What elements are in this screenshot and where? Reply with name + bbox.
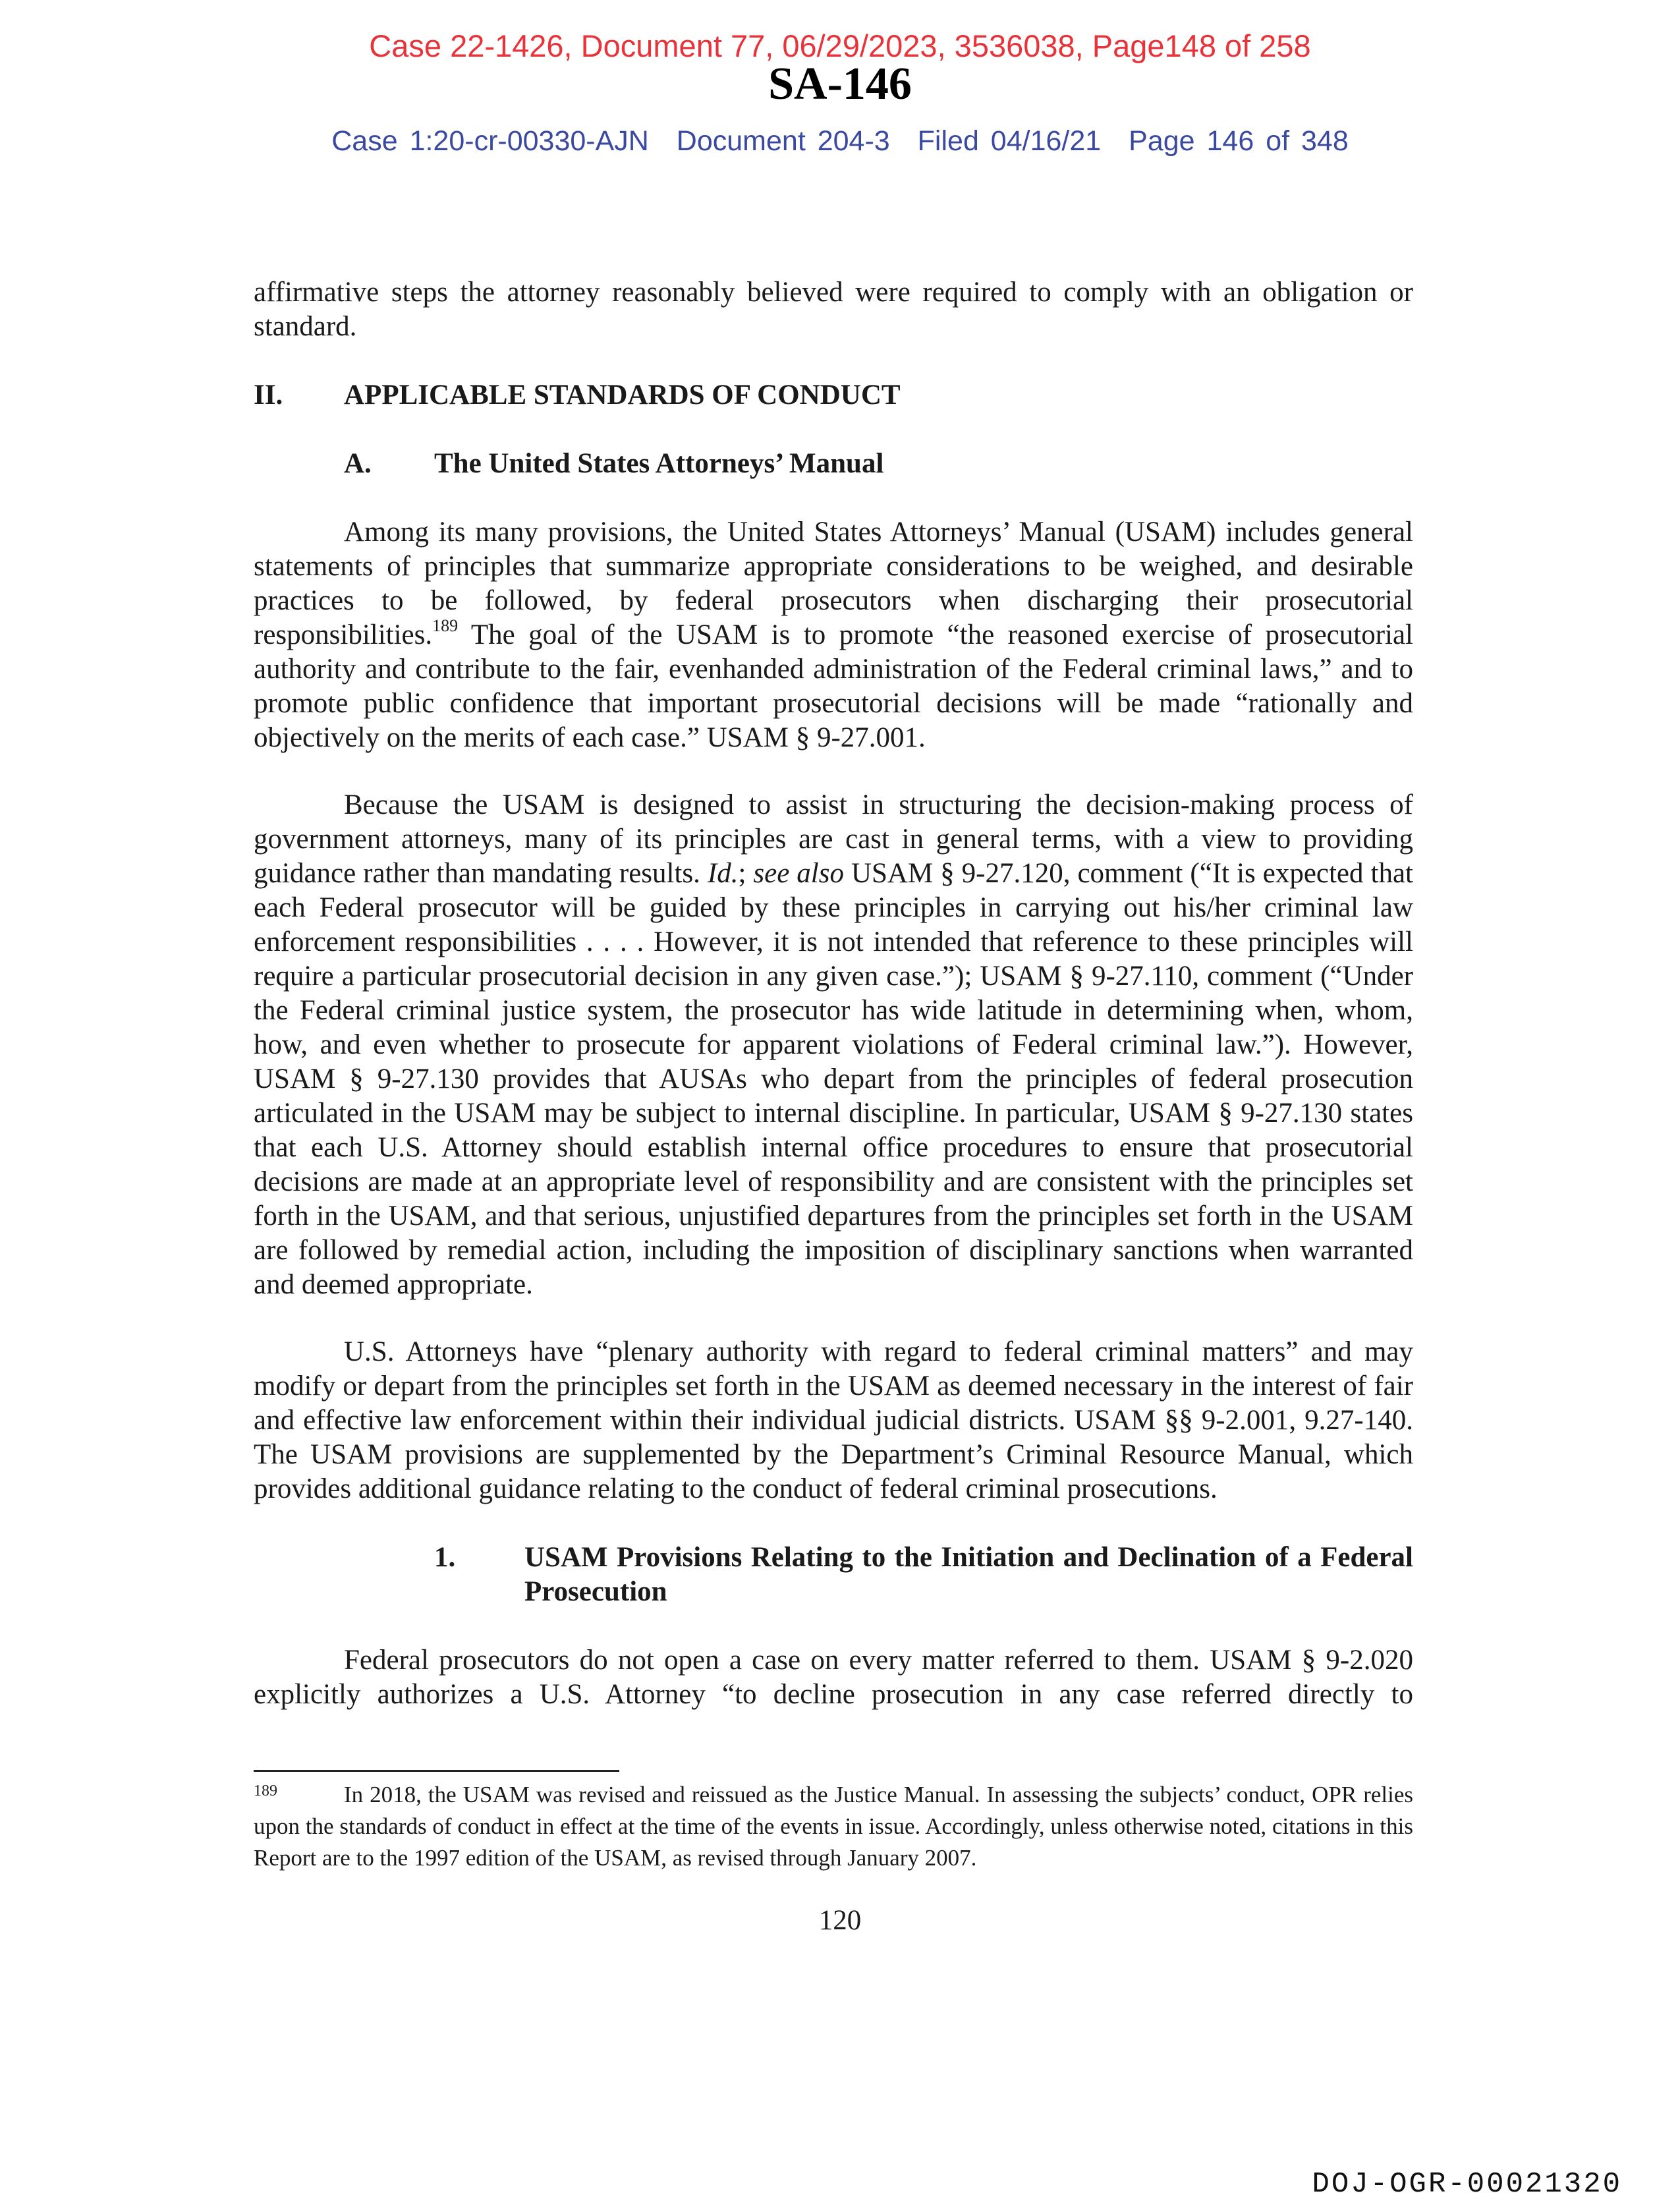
footnote-reference-189[interactable]: 189 — [432, 615, 459, 635]
district-case-number: Case 1:20-cr-00330-AJN — [331, 125, 649, 157]
subsubsection-number: 1. — [434, 1542, 456, 1573]
citation-see-also: see also — [753, 858, 844, 889]
paragraph-declination: Federal prosecutors do not open a case on every matter referred to them. USAM § 9-2.020 explicitly authorizes a U.S. Attorney “to decline prosecution in any case referred directly to — [254, 1645, 1413, 1710]
footnote-separator — [254, 1770, 619, 1772]
subsection-heading — [254, 447, 1413, 481]
paragraph-text: Among its many provisions, the United States Attorneys’ Manual (USAM) includes general statements of principles that summarize appropriate considerations to be weighed, and desirable practices to be followed, by federal prosecutors when discharging their prosecutorial responsibilities. — [254, 517, 1413, 650]
subsubsection-heading — [254, 1541, 1413, 1609]
footnote-text: In 2018, the USAM was revised and reissued as the Justice Manual. In assessing the subjects’ conduct, OPR relies upon the standards of conduct in effect at the time of the events in issue. Accordingly, unless otherwise noted, citations in this Report are to the 1997 edition of the USAM, as revised through January 2007. — [254, 1782, 1413, 1871]
paragraph-usam-design — [254, 788, 1413, 1302]
footnote-number: 189 — [254, 1782, 277, 1800]
footnote-189 — [254, 1779, 1413, 1874]
paragraph-text: ; — [738, 858, 754, 889]
district-document-number: Document 204-3 — [676, 125, 890, 157]
lead-paragraph: affirmative steps the attorney reasonably believed were required to comply with an obligation or standard. — [254, 277, 1413, 342]
paragraph-us-attorneys-authority: U.S. Attorneys have “plenary authority with regard to federal criminal matters” and may modify or depart from the principles set forth in the USAM as deemed necessary in the interest of fair and effective law enforcement within their individual judicial districts. USAM §§ 9-2.001, 9.27-140. The USAM provisions are supplemented by the Department’s Criminal Resource Manual, which provides additional guidance relating to the conduct of federal criminal prosecutions. — [254, 1336, 1413, 1504]
section-heading — [254, 378, 1413, 412]
appendix-page-label: SA-146 — [768, 59, 912, 109]
citation-id: Id. — [707, 858, 739, 889]
section-number: II. — [254, 380, 283, 411]
subsection-number: A. — [344, 448, 372, 479]
paragraph-usam-overview — [254, 515, 1413, 755]
district-filed-date: Filed 04/16/21 — [917, 125, 1102, 157]
subsubsection-title: USAM Provisions Relating to the Initiation and Declination of a Federal Prosecution — [524, 1542, 1413, 1607]
paragraph-text: The goal of the USAM is to promote “the reasoned exercise of prosecutorial authority and contribute to the fair, evenhanded administration of the Federal criminal laws,” and to promote public confidence that important prosecutorial decisions will be made “rationally and objectively on the merits of each case.” USAM § 9-27.001. — [254, 619, 1413, 753]
appellate-case-header: Case 22-1426, Document 77, 06/29/2023, 3536038, Page148 of 258 — [369, 28, 1311, 63]
subsection-title: The United States Attorneys’ Manual — [434, 448, 884, 479]
document-body — [254, 275, 1413, 1712]
section-title: APPLICABLE STANDARDS OF CONDUCT — [344, 380, 901, 411]
page-number: 120 — [818, 1905, 862, 1936]
bates-number: DOJ-OGR-00021320 — [1312, 2168, 1622, 2201]
district-case-header — [0, 125, 1680, 157]
paragraph-text: Because the USAM is designed to assist in structuring the decision-making process of government attorneys, many of its principles are cast in general terms, with a view to providing guidance rather than mandating results. — [254, 789, 1413, 889]
paragraph-text: USAM § 9-27.120, comment (“It is expected that each Federal prosecutor will be guided by these principles in carrying out his/her criminal law enforcement responsibilities . . . . However, it is not intended that reference to these principles will require a particular prosecutorial decision in any given case.”); USAM § 9-27.110, comment (“Under the Federal criminal justice system, the prosecutor has wide latitude in determining when, whom, how, and even whether to prosecute for apparent violations of Federal criminal law.”). However, USAM § 9-27.130 provides that AUSAs who depart from the principles of federal prosecution articulated in the USAM may be subject to internal discipline. In particular, USAM § 9-27.130 states that each U.S. Attorney should establish internal office procedures to ensure that prosecutorial decisions are made at an appropriate level of responsibility and are consistent with the principles set forth in the USAM, and that serious, unjustified departures from the principles set forth in the USAM are followed by remedial action, including the imposition of disciplinary sanctions when warranted and deemed appropriate. — [254, 858, 1413, 1300]
district-page-count: Page 146 of 348 — [1129, 125, 1349, 157]
